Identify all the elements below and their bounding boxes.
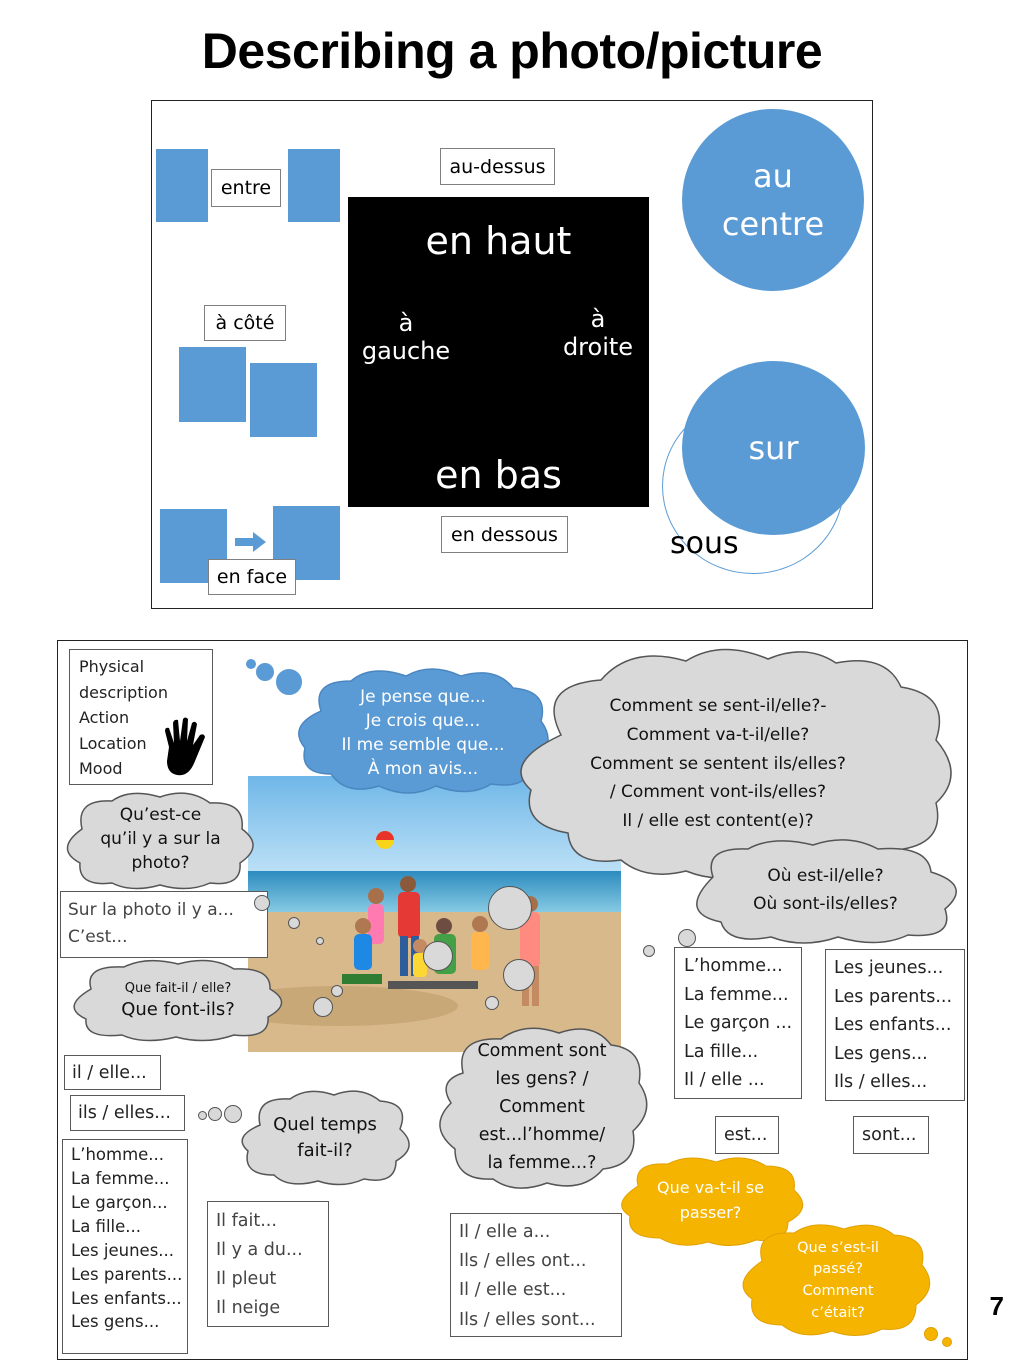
thought-bubble-dot (678, 929, 696, 947)
thought-bubble-dot (488, 886, 532, 930)
thought-bubble-dot (256, 663, 274, 681)
thought-bubble-dot (423, 941, 453, 971)
thought-bubble-dot (924, 1327, 938, 1341)
thought-bubble-dot (288, 917, 300, 929)
thought-bubble-dot (208, 1107, 222, 1121)
quest-cloud-text: Qu’est-ce qu’il y a sur la photo? (100, 805, 221, 873)
a-cote-square-1 (179, 347, 246, 422)
label-au-dessus: au-dessus (440, 148, 555, 185)
thought-bubble-dot (246, 659, 256, 669)
page-number: 7 (989, 1291, 1004, 1321)
prepositions-panel (151, 100, 873, 609)
sont-box: sont... (853, 1116, 929, 1154)
hand-icon (161, 717, 207, 779)
text-en-haut: en haut (425, 219, 572, 263)
sur-la-photo-box: Sur la photo il y a... C’est... (60, 891, 268, 958)
va-passer-cloud-text: Que va-t-il se passer? (657, 1178, 764, 1222)
ou-cloud-text: Où est-il/elle? Où sont-ils/elles? (753, 865, 898, 914)
label-en-face: en face (208, 559, 296, 595)
thought-bubble-dot (643, 945, 655, 957)
que-fait-cloud-text: Que fait-il / elle? Que font-ils? (121, 981, 235, 1020)
subjects-list-box: L’homme... La femme... Le garçon... La fille... Les jeunes... Les parents... Les enfants... Les gens... (62, 1139, 188, 1354)
entre-left-square (156, 149, 208, 222)
singular-subjects-box: L’homme... La femme... Le garçon ... La fille... Il / elle ... (674, 947, 802, 1099)
sur-circle: sur (682, 361, 865, 535)
quel-temps-cloud-text: Quel temps fait-il? (273, 1113, 377, 1161)
right-arrow-icon (235, 531, 267, 553)
thought-bubble-dot (254, 895, 270, 911)
label-entre: entre (211, 169, 281, 207)
text-sous: sous (670, 526, 739, 561)
pense-cloud-text: Je pense que... Je crois que... Il me semble que... À mon avis... (341, 686, 505, 780)
weather-box: Il fait... Il y a du... Il pleut Il neige (207, 1201, 329, 1327)
thought-bubble-dot (942, 1337, 952, 1347)
sest-passe-cloud-text: Que s’est-il passé? Comment c’était? (797, 1239, 879, 1321)
comment-sont-cloud-text: Comment sont les gens? / Comment est...l’homme/ la femme...? (477, 1041, 607, 1173)
text-a-gauche: à gauche (361, 309, 451, 366)
label-en-dessous: en dessous (441, 516, 568, 553)
plural-subjects-box: Les jeunes... Les parents... Les enfants... Les gens... Ils / elles... (825, 949, 965, 1101)
comment-cloud-text: Comment se sent-il/elle?- Comment va-t-il/elle? Comment se sentent ils/elles? / Comment vont-ils/elles? Il / elle est content(e)? (590, 695, 846, 832)
text-a-droite: à droite (562, 305, 634, 362)
thought-bubble-dot (198, 1111, 207, 1120)
page-title: Describing a photo/picture (201, 23, 823, 79)
guide-box: Physical description Action Location Mood (69, 649, 213, 785)
thought-bubble-dot (313, 997, 333, 1017)
ils-elles-box: ils / elles... (70, 1095, 185, 1131)
au-centre-circle: au centre (682, 109, 864, 291)
black-square (348, 197, 649, 507)
thought-bubble-dot (503, 959, 535, 991)
thought-bubble-dot (316, 937, 324, 945)
thought-bubble-dot (485, 996, 499, 1010)
verbs-box: Il / elle a... Ils / elles ont... Il / elle est... Ils / elles sont... (450, 1213, 622, 1337)
photo-description-panel (57, 640, 968, 1360)
thought-bubble-dot (331, 985, 343, 997)
label-a-cote: à côté (204, 305, 286, 341)
a-cote-square-2 (250, 363, 317, 437)
text-en-bas: en bas (435, 453, 562, 497)
il-elle-box: il / elle... (64, 1055, 161, 1090)
est-box: est... (715, 1116, 779, 1154)
entre-right-square (288, 149, 340, 222)
